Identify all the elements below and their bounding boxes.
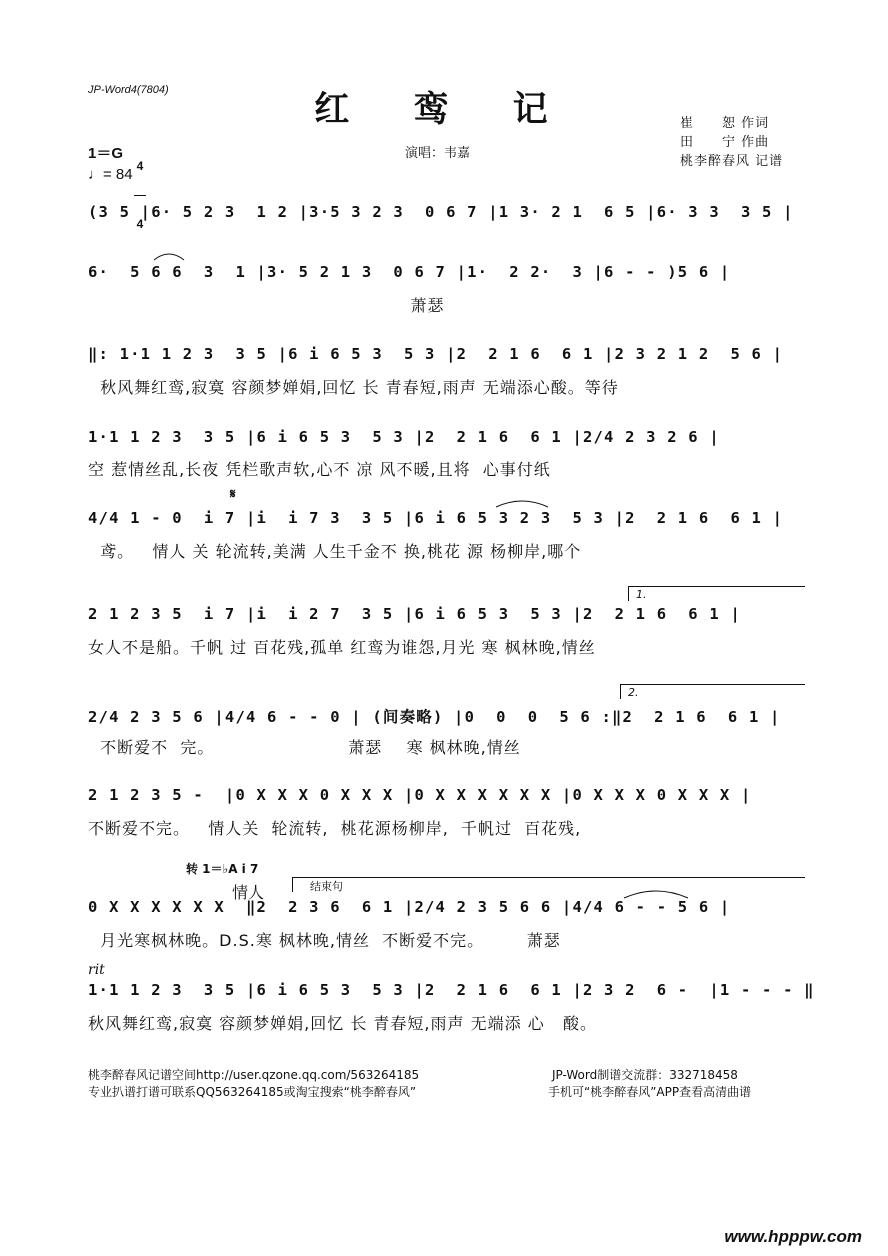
composer-credit: 田 宁 作曲	[680, 135, 770, 150]
score-line-4-lyrics: 空 惹情丝乱,长夜 凭栏歌声软,心不 凉 风不暖,且将 心事付纸	[88, 460, 551, 479]
end-phrase-bracket	[292, 877, 805, 892]
footer-group: JP-Word制谱交流群：332718458	[552, 1068, 738, 1082]
score-line-2-lyrics: 萧瑟	[88, 296, 445, 315]
rit-marking: rit	[88, 962, 105, 978]
lyricist-credit: 崔 恕 作词	[680, 116, 770, 131]
time-signature-top: 4	[136, 159, 144, 173]
time-signature	[134, 139, 146, 241]
tie-arc	[494, 497, 550, 509]
time-signature-bar	[134, 195, 146, 196]
score-line-7-lyrics: 不断爱不 完。 萧瑟 寒 枫林晚,情丝	[88, 738, 521, 757]
score-line-4-notes: 1·1 1 2 3 3 5 |6 i 6 5 3 5 3 |2 2 1 6 6 1 |2/4 2 3 2 6 |	[88, 428, 720, 446]
score-line-5-notes: 4/4 1 - 0 i 7 |i i 7 3 3 5 |6 i 6 5 3 2 3 5 3 |2 2 1 6 6 1 |	[88, 509, 784, 527]
score-line-9-notes: 0 X X X X X X ‖2 2 3 6 6 1 |2/4 2 3 5 6 6 |4/4 6 - - 5 6 |	[88, 898, 731, 916]
score-line-5-lyrics: 鸢。 情人 关 轮流转,美满 人生千金不 换,桃花 源 杨柳岸,哪个	[88, 542, 582, 561]
score-line-6-lyrics: 女人不是船。千帆 过 百花残,孤单 红鸾为谁怨,月光 寒 枫林晚,情丝	[88, 638, 596, 657]
transcriber-credit: 桃李醉春风 记谱	[680, 154, 784, 169]
score-line-8-lyrics: 不断爱不完。 情人关 轮流转, 桃花源杨柳岸, 千帆过 百花残,	[88, 819, 582, 838]
score-line-7-notes: 2/4 2 3 5 6 |4/4 6 - - 0 | (间奏略) |0 0 0 5 6 :‖2 2 1 6 6 1 |	[88, 708, 781, 726]
tie-arc	[152, 250, 186, 262]
time-signature-bottom: 4	[136, 217, 144, 231]
score-line-9-lyrics: 月光寒枫林晚。D.S.寒 枫林晚,情丝 不断爱不完。 萧瑟	[88, 931, 561, 950]
score-line-10-notes: 1·1 1 2 3 3 5 |6 i 6 5 3 5 3 |2 2 1 6 6 1 |2 3 2 6 - |1 - - - ‖	[88, 981, 815, 999]
software-tag: JP-Word4(7804)	[88, 84, 169, 96]
second-ending-bracket	[620, 684, 805, 699]
score-line-2-notes: 6· 5 6 6 3 1 |3· 5 2 1 3 0 6 7 |1· 2 2· 3 |6 - - )5 6 |	[88, 263, 731, 281]
modulation-lyric: 情人	[232, 883, 265, 902]
footer-contact: 专业扒谱打谱可联系QQ563264185或淘宝搜索“桃李醉春风”	[88, 1085, 417, 1099]
segno-sign: 𝄋	[230, 487, 236, 502]
footer-qzone: 桃李醉春风记谱空间http://user.qzone.qq.com/563264185	[88, 1068, 420, 1082]
end-phrase-label: 结束句	[310, 880, 343, 893]
website-watermark: www.hpppw.com	[724, 1227, 862, 1246]
score-line-10-lyrics: 秋风舞红鸾,寂寞 容颜梦婵娟,回忆 长 青春短,雨声 无端添 心 酸。	[88, 1014, 597, 1033]
footer-app: 手机可“桃李醉春风”APP查看高清曲谱	[548, 1085, 752, 1099]
second-ending-label: 2.	[628, 686, 639, 699]
tempo-marking: ♩= 84	[88, 166, 133, 183]
score-line-8-notes: 2 1 2 3 5 - |0 X X X 0 X X X |0 X X X X X X |0 X X X 0 X X X |	[88, 786, 752, 804]
first-ending-label: 1.	[636, 588, 647, 601]
tie-arc	[622, 886, 690, 900]
score-line-6-notes: 2 1 2 3 5 i 7 |i i 2 7 3 5 |6 i 6 5 3 5 3 |2 2 1 6 6 1 |	[88, 605, 741, 623]
score-line-3-notes: ‖: 1·1 1 2 3 3 5 |6 i 6 5 3 5 3 |2 2 1 6 6 1 |2 3 2 1 2 5 6 |	[88, 345, 784, 363]
modulation-marking: 转 1＝♭A i 7	[186, 862, 259, 876]
first-ending-bracket	[628, 586, 805, 601]
score-line-3-lyrics: 秋风舞红鸾,寂寞 容颜梦婵娟,回忆 长 青春短,雨声 无端添心酸。等待	[88, 378, 619, 397]
key-signature: 1＝G	[88, 145, 124, 162]
song-title: 红 鸾 记	[314, 89, 574, 130]
score-line-1-notes: (3 5 |6· 5 2 3 1 2 |3·5 3 2 3 0 6 7 |1 3· 2 1 6 5 |6· 3 3 3 5 |	[88, 203, 794, 221]
singer-credit: 演唱：韦嘉	[405, 146, 471, 161]
